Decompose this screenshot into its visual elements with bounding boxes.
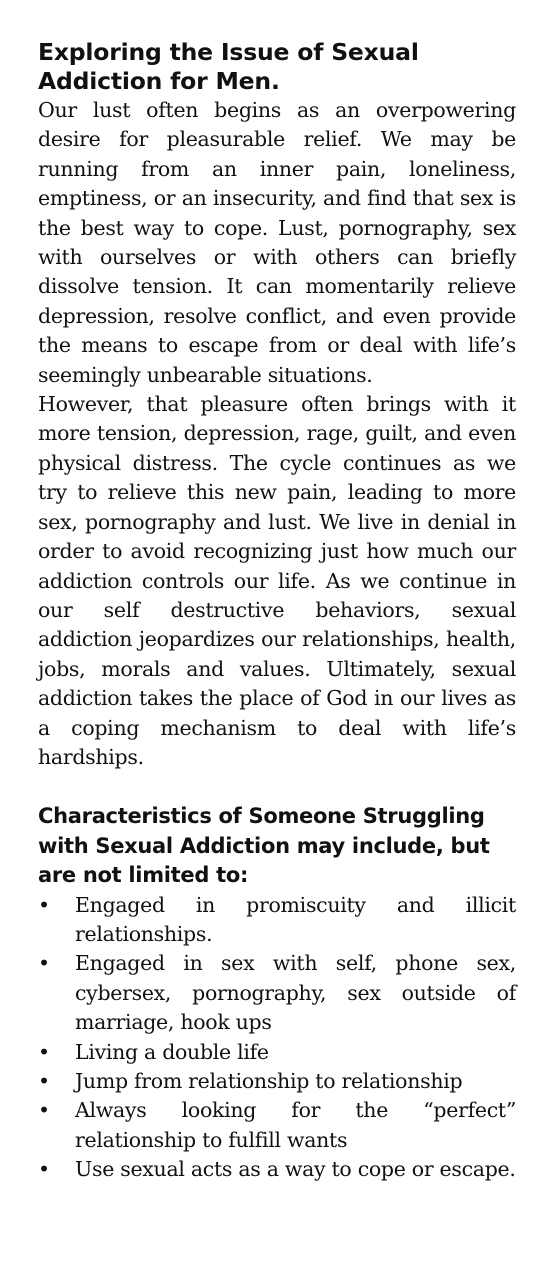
list-item-text: Engaged in sex with self, phone sex, cybersex, pornography, sex outside of marriage, hook ups (75, 951, 516, 1035)
bullet-icon: • (38, 951, 50, 976)
intro-paragraph: Our lust often begins as an overpowering desire for pleasurable relief. We may be running from an inner pain, loneliness, emptiness, or an insecurity, and find that sex is the best way to cope. Lust, pornography, sex with ourselves or with others can briefly dissolve tension. It can momentarily relieve depression, resolve conflict, and even provide the means to escape from or deal with life’s seemingly unbearable situations. (38, 98, 516, 387)
list-item-text: Engaged in promiscuity and illicit relationships. (75, 892, 516, 946)
list-item-text: Always looking for the “perfect” relationship to fulfill wants (75, 1098, 516, 1152)
article-title: Exploring the Issue of Sexual Addiction for Men. (38, 38, 419, 95)
bullet-icon: • (38, 1039, 50, 1064)
document-page (38, 38, 516, 1185)
list-item (38, 1155, 516, 1184)
characteristics-list (38, 891, 516, 1185)
list-item (38, 1096, 516, 1155)
bullet-icon: • (38, 892, 50, 917)
list-item (38, 1067, 516, 1096)
bullet-icon: • (38, 1098, 50, 1123)
list-item-text: Use sexual acts as a way to cope or escape. (75, 1157, 516, 1182)
list-item-text: Jump from relationship to relationship (75, 1069, 463, 1093)
list-item-text: Living a double life (75, 1039, 269, 1064)
bullet-icon: • (38, 1069, 50, 1093)
list-item (38, 891, 516, 950)
list-item (38, 1038, 516, 1067)
characteristics-heading: Characteristics of Someone Struggling with Sexual Addiction may include, but are not limited to: (38, 804, 490, 888)
bullet-icon: • (38, 1157, 50, 1182)
second-paragraph: However, that pleasure often brings with it more tension, depression, rage, guilt, and even physical distress. The cycle continues as we try to relieve this new pain, leading to more sex, pornography and lust. We live in denial in order to avoid recognizing just how much our addiction controls our life. As we continue in our self destructive behaviors, sexual addiction jeopardizes our relationships, health, jobs, morals and values. Ultimately, sexual addiction takes the place of God in our lives as a coping mechanism to deal with life’s hardships. (38, 392, 516, 769)
list-item (38, 949, 516, 1037)
